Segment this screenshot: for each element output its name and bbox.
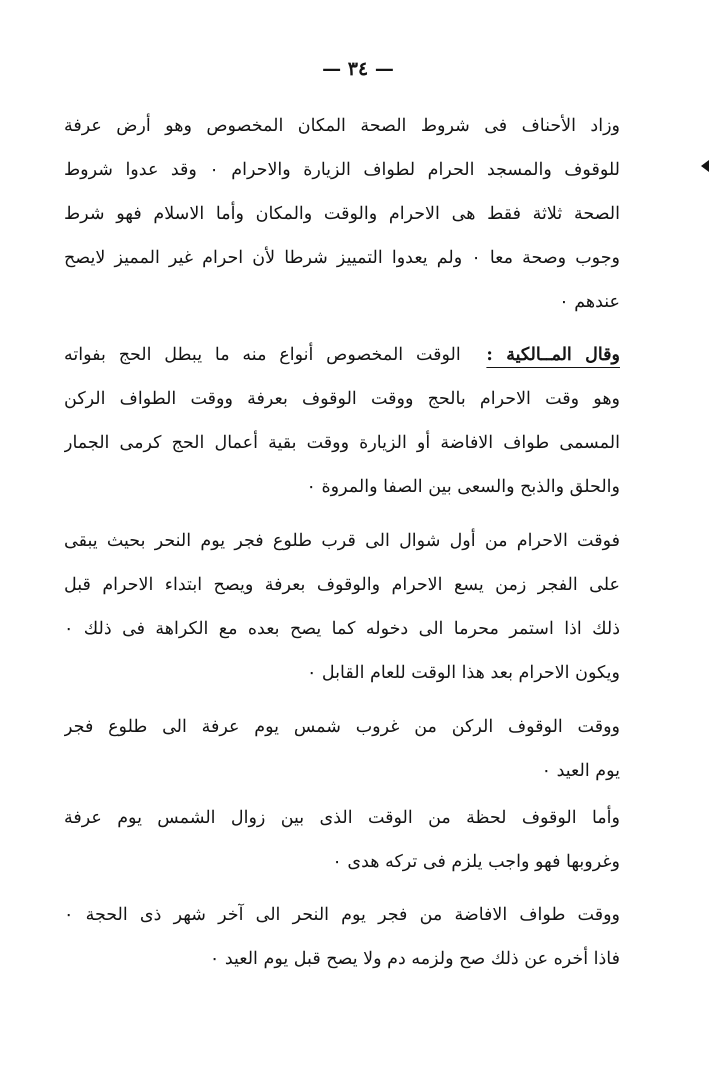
- text-line: عندهم ٠: [559, 292, 620, 312]
- text-line: للوقوف والمسجد الحرام لطواف الزيارة والاحرام ٠ وقد عدوا شروط: [64, 160, 620, 180]
- text-line: وزاد الأحناف فى شروط الصحة المكان المخصوص وهو أرض عرفة: [64, 116, 620, 136]
- text-line: يوم العيد ٠: [541, 761, 620, 781]
- text-line: وهو وقت الاحرام بالحج ووقت الوقوف بعرفة ووقت الطواف الركن: [64, 389, 620, 409]
- paragraph-3: [64, 519, 620, 695]
- text-line: وغروبها فهو واجب يلزم فى تركه هدى ٠: [332, 852, 620, 872]
- paragraph-5: [64, 796, 620, 884]
- paragraph-1: [64, 104, 620, 324]
- text-line: ذلك اذا استمر محرما الى دخوله كما يصح بعده مع الكراهة فى ذلك ٠: [64, 619, 620, 639]
- margin-mark-icon: [701, 160, 709, 172]
- section-lead: وقال المــالكية :: [486, 345, 620, 365]
- text-line: المسمى طواف الافاضة أو الزيارة ووقت بقية أعمال الحج كرمى الجمار: [64, 433, 620, 453]
- text-line: ويكون الاحرام بعد هذا الوقت للعام القابل ٠: [306, 663, 620, 683]
- text-line: ووقت الوقوف الركن من غروب شمس يوم عرفة الى طلوع فجر: [64, 717, 620, 737]
- text-line: الصحة ثلاثة فقط هى الاحرام والوقت والمكان وأما الاسلام فهو شرط: [64, 204, 620, 224]
- paragraph-4: [64, 705, 620, 793]
- paragraph-6: [64, 893, 620, 981]
- text-line: ووقت طواف الافاضة من فجر يوم النحر الى آخر شهر ذى الحجة ٠: [64, 905, 620, 925]
- text-line: وجوب وصحة معا ٠ ولم يعدوا التمييز شرطا لأن احرام غير المميز لايصح: [64, 248, 620, 268]
- text-line: وأما الوقوف لحظة من الوقت الذى بين زوال الشمس يوم عرفة: [64, 808, 620, 828]
- text-line: فوقت الاحرام من أول شوال الى قرب طلوع فجر يوم النحر بحيث يبقى: [64, 531, 620, 551]
- text-line: والحلق والذبح والسعى بين الصفا والمروة ٠: [306, 477, 620, 497]
- text-line: على الفجر زمن يسع الاحرام والوقوف بعرفة ويصح ابتداء الاحرام قبل: [64, 575, 620, 595]
- text-line: فاذا أخره عن ذلك صح ولزمه دم ولا يصح قبل يوم العيد ٠: [209, 949, 620, 969]
- text-segment: الوقت المخصوص أنواع منه ما يبطل الحج بفواته: [64, 345, 461, 365]
- paragraph-2: [64, 333, 620, 509]
- page-number: — ٣٤ —: [322, 58, 394, 80]
- text-line: [64, 333, 620, 377]
